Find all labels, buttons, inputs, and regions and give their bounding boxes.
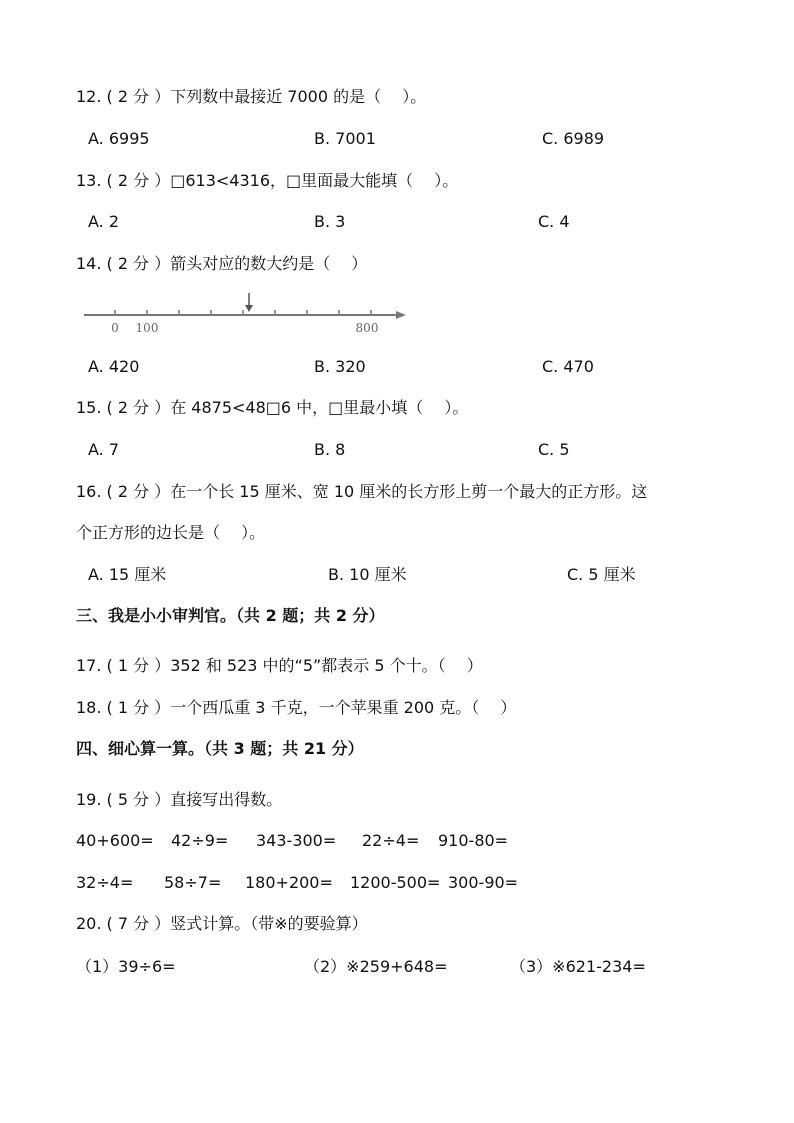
q14-option-b: B. 320: [314, 357, 366, 376]
number-line-arrowhead: [396, 311, 406, 319]
down-arrow-icon: [245, 293, 253, 312]
section-4-heading: 四、细心算一算。（共 3 题；共 21 分）: [76, 739, 364, 758]
q16-option-b: B. 10 厘米: [328, 565, 407, 584]
q15-option-a: A. 7: [88, 440, 120, 459]
question-17: 17. ( 1 分 ）352 和 523 中的“5”都表示 5 个十。（ ）: [76, 656, 483, 675]
question-20-stem: 20. ( 7 分 ）竖式计算。（带※的要验算）: [76, 914, 368, 933]
calc-item: 300-90=: [448, 873, 519, 892]
q12-option-b: B. 7001: [314, 129, 376, 148]
number-line-figure: [80, 290, 410, 338]
calc-item: 180+200=: [245, 873, 333, 892]
question-12-stem: 12. ( 2 分 ）下列数中最接近 7000 的是（ ）。: [76, 87, 427, 106]
calc-item: 42÷9=: [171, 831, 229, 850]
q13-option-a: A. 2: [88, 212, 120, 231]
calc-item: 32÷4=: [76, 873, 134, 892]
q12-option-c: C. 6989: [542, 129, 605, 148]
q20-part-1: （1）39÷6=: [76, 957, 176, 976]
section-3-heading: 三、我是小小审判官。（共 2 题；共 2 分）: [76, 606, 385, 625]
calc-item: 910-80=: [438, 831, 509, 850]
question-18: 18. ( 1 分 ）一个西瓜重 3 千克，一个苹果重 200 克。（ ）: [76, 698, 517, 717]
tick-label-100: 100: [135, 321, 159, 335]
question-19-stem: 19. ( 5 分 ）直接写出得数。: [76, 790, 283, 809]
q14-option-a: A. 420: [88, 357, 140, 376]
question-13-stem: 13. ( 2 分 ）□613<4316，□里面最大能填（ ）。: [76, 171, 459, 190]
q20-part-2: （2）※259+648=: [304, 957, 448, 976]
q20-part-3: （3）※621-234=: [510, 957, 646, 976]
calc-item: 343-300=: [256, 831, 337, 850]
question-14-stem: 14. ( 2 分 ）箭头对应的数大约是（ ）: [76, 254, 368, 273]
question-15-stem: 15. ( 2 分 ）在 4875<48□6 中，□里最小填（ ）。: [76, 398, 469, 417]
q16-option-a: A. 15 厘米: [88, 565, 167, 584]
question-16-stem-line1: 16. ( 2 分 ）在一个长 15 厘米、宽 10 厘米的长方形上剪一个最大的正方形。这: [76, 482, 648, 501]
q12-option-a: A. 6995: [88, 129, 150, 148]
calc-item: 40+600=: [76, 831, 154, 850]
q16-option-c: C. 5 厘米: [567, 565, 636, 584]
calc-item: 58÷7=: [164, 873, 222, 892]
calc-item: 22÷4=: [362, 831, 420, 850]
calc-item: 1200-500=: [350, 873, 441, 892]
q13-option-c: C. 4: [538, 212, 570, 231]
question-16-stem-line2: 个正方形的边长是（ ）。: [76, 523, 266, 542]
q14-option-c: C. 470: [542, 357, 594, 376]
tick-label-0: 0: [111, 321, 119, 335]
q15-option-c: C. 5: [538, 440, 570, 459]
q13-option-b: B. 3: [314, 212, 346, 231]
q15-option-b: B. 8: [314, 440, 346, 459]
tick-label-800: 800: [355, 321, 379, 335]
